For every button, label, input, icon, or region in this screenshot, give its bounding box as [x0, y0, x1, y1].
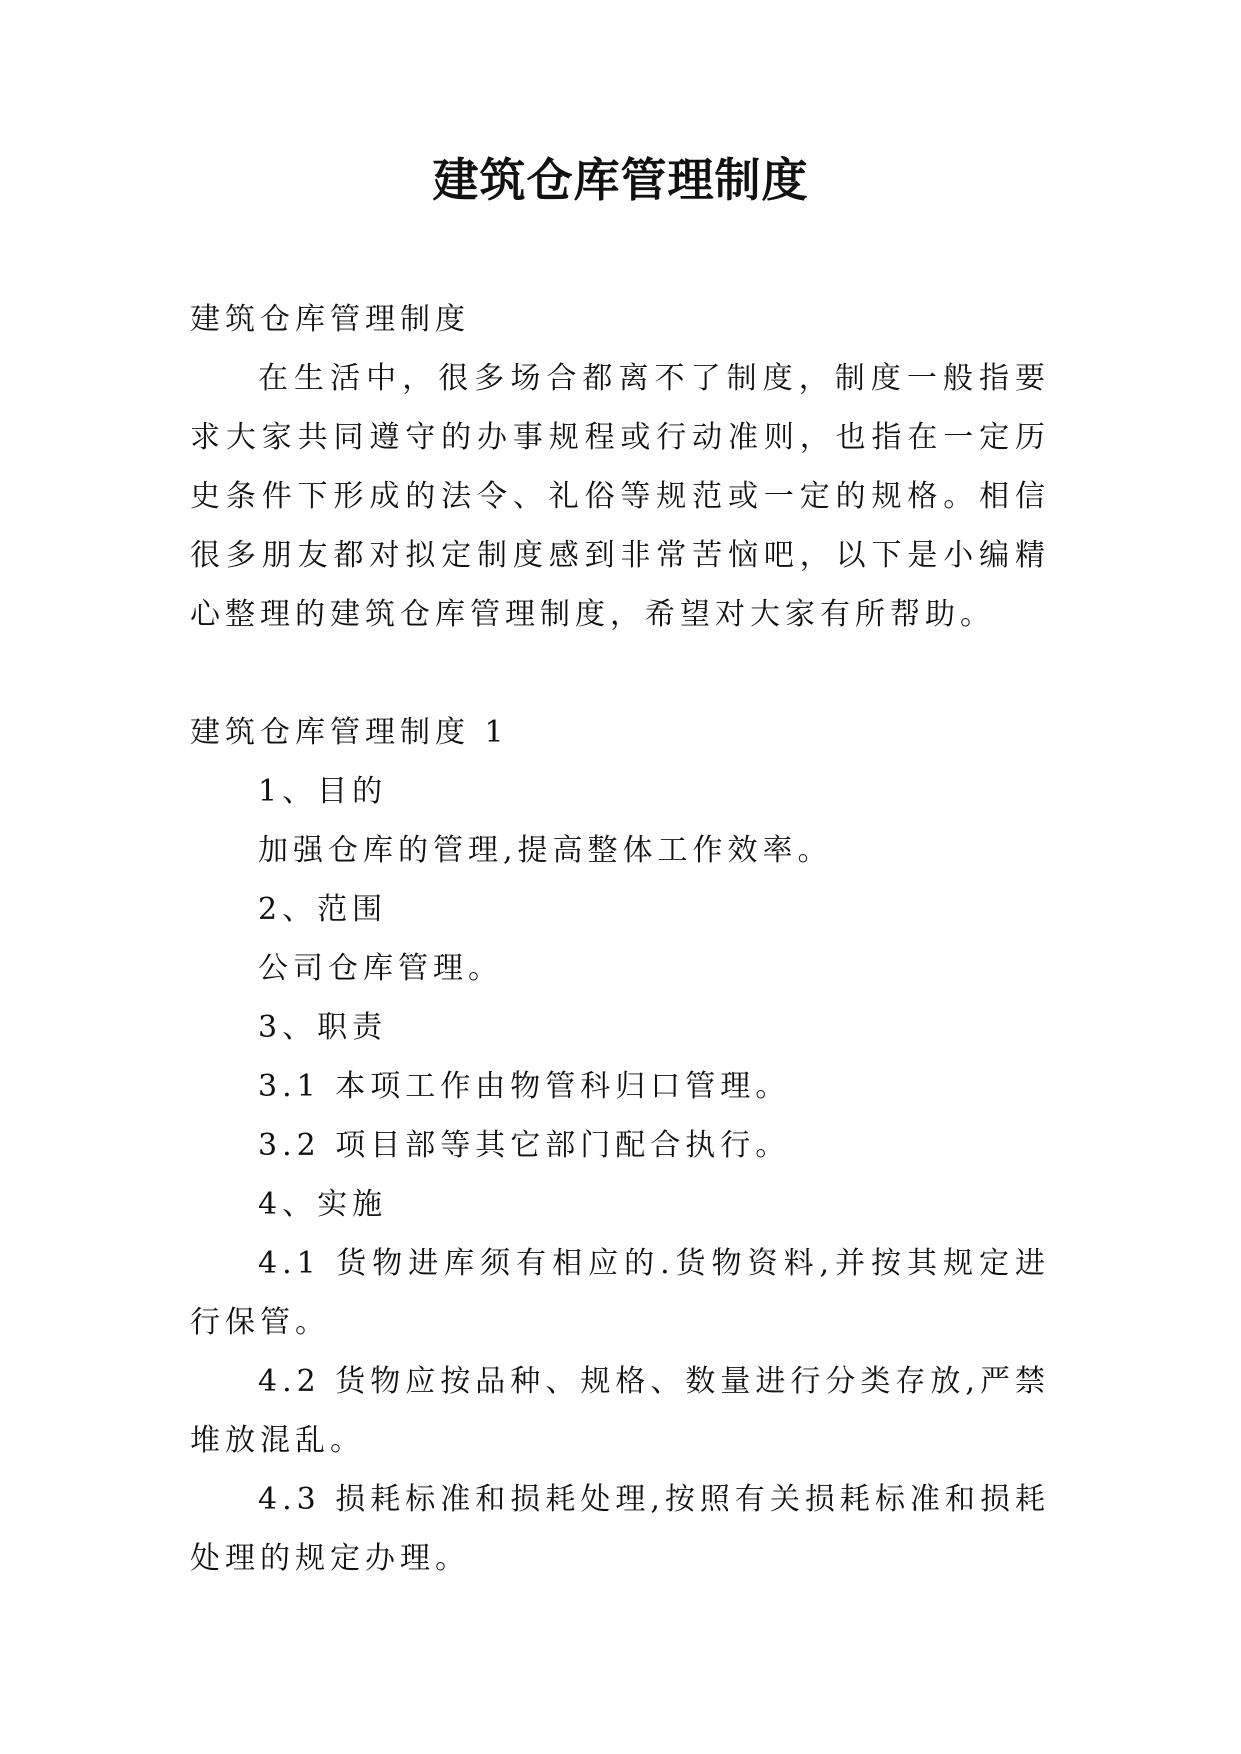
section-heading-1: 建筑仓库管理制度 1 [190, 715, 509, 750]
item-text-purpose: 加强仓库的管理,提高整体工作效率。 [258, 833, 833, 868]
document-title: 建筑仓库管理制度 [432, 153, 809, 207]
item-text-scope: 公司仓库管理。 [258, 951, 503, 986]
item-heading-purpose: 1、目的 [258, 774, 388, 809]
item-text-duty-2: 3.2 项目部等其它部门配合执行。 [258, 1128, 791, 1163]
document-body [190, 290, 1050, 1588]
section-heading: 建筑仓库管理制度 [190, 302, 470, 337]
item-heading-implementation: 4、实施 [258, 1187, 388, 1222]
intro-paragraph: 在生活中，很多场合都离不了制度，制度一般指要求大家共同遵守的办事规程或行动准则，也指在一定历史条件下形成的法令、礼俗等规范或一定的规格。相信很多朋友都对拟定制度感到非常苦恼吧，以下是小编精心整理的建筑仓库管理制度，希望对大家有所帮助。 [190, 361, 1050, 632]
item-heading-scope: 2、范围 [258, 892, 388, 927]
item-heading-duty: 3、职责 [258, 1010, 388, 1045]
item-text-implementation-1: 4.1 货物进库须有相应的.货物资料,并按其规定进行保管。 [190, 1246, 1050, 1340]
item-text-implementation-2: 4.2 货物应按品种、规格、数量进行分类存放,严禁堆放混乱。 [190, 1364, 1050, 1458]
item-text-implementation-3: 4.3 损耗标准和损耗处理,按照有关损耗标准和损耗处理的规定办理。 [190, 1482, 1050, 1576]
item-text-duty-1: 3.1 本项工作由物管科归口管理。 [258, 1069, 791, 1104]
